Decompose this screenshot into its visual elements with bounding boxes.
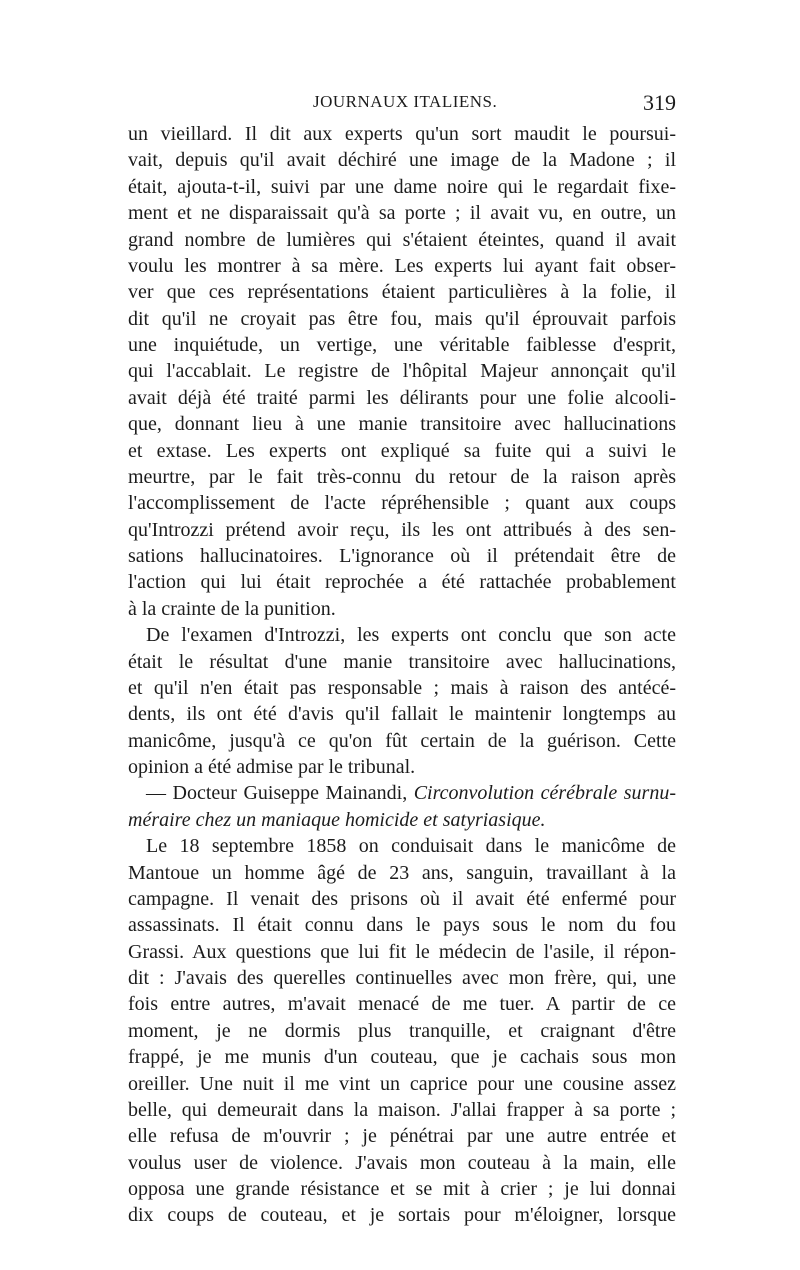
text-line: dents, ils ont été d'avis qu'il fallait le maintenir longtemps au — [128, 703, 676, 726]
text-line: à la crainte de la punition. — [128, 597, 336, 620]
page-number: 319 — [643, 90, 676, 115]
article-heading-line — [128, 780, 676, 806]
text-line: Mantoue un homme âgé de 23 ans, sanguin, travaillant à la — [128, 861, 676, 884]
paragraph-start-line: De l'examen d'Introzzi, les experts ont conclu que son acte — [146, 624, 676, 647]
page-body — [128, 121, 676, 1229]
text-line: avait déjà été traité parmi les délirants pour une folie alcooli- — [128, 386, 676, 409]
article-title: Circonvolution cérébrale surnu- — [413, 782, 676, 805]
text-line: opposa une grande résistance et se mit à crier ; je lui donnai — [128, 1178, 676, 1200]
text-line: opinion a été admise par le tribunal. — [128, 756, 416, 778]
running-header — [128, 92, 676, 118]
article-author: — Docteur Guiseppe Mainandi, — [146, 782, 414, 805]
text-line: une inquiétude, un vertige, une véritable faiblesse d'esprit, — [128, 334, 676, 356]
text-line: était le résultat d'une manie transitoire avec hallucinations, — [128, 650, 676, 673]
text-line: dit : J'avais des querelles continuelles avec mon frère, qui, une — [128, 967, 676, 989]
text-line: voulu les montrer à sa mère. Les experts lui ayant fait obser- — [128, 254, 676, 277]
text-line: que, donnant lieu à une manie transitoire avec hallucinations — [128, 413, 676, 436]
paragraph-start-line: Le 18 septembre 1858 on conduisait dans le manicôme de — [146, 835, 676, 858]
text-line: manicôme, jusqu'à ce qu'on fût certain de la guérison. Cette — [128, 729, 676, 752]
text-line: assassinats. Il était connu dans le pays sous le nom du fou — [128, 914, 676, 937]
text-line: ver que ces représentations étaient particulières à la folie, il — [128, 281, 676, 304]
text-line: oreiller. Une nuit il me vint un caprice pour une cousine assez — [128, 1072, 676, 1095]
text-line: dix coups de couteau, et je sortais pour m'éloigner, lorsque — [128, 1204, 676, 1227]
text-line: et extase. Les experts ont expliqué sa fuite qui a suivi le — [128, 439, 676, 462]
text-line: un vieillard. Il dit aux experts qu'un sort maudit le poursui- — [128, 123, 676, 145]
text-line: vait, depuis qu'il avait déchiré une image de la Madone ; il — [128, 149, 676, 172]
text-line: voulus user de violence. J'avais mon couteau à la main, elle — [128, 1151, 676, 1174]
text-line: sations hallucinatoires. L'ignorance où il prétendait être de — [128, 545, 676, 567]
text-line: fois entre autres, m'avait menacé de me tuer. A partir de ce — [128, 993, 676, 1016]
text-line: belle, qui demeurait dans la maison. J'allai frapper à sa porte ; — [128, 1098, 676, 1121]
text-line: ment et ne disparaissait qu'à sa porte ; il avait vu, en outre, un — [128, 202, 676, 225]
text-line: Grassi. Aux questions que lui fit le médecin de l'asile, il répon- — [128, 940, 676, 963]
text-line: elle refusa de m'ouvrir ; je pénétrai par une autre entrée et — [128, 1125, 676, 1148]
text-line: et qu'il n'en était pas responsable ; mais à raison des antécé- — [128, 676, 676, 699]
text-line: moment, je ne dormis plus tranquille, et craignant d'être — [128, 1019, 676, 1042]
text-line: était, ajouta-t-il, suivi par une dame noire qui le regardait fixe- — [128, 175, 676, 198]
text-line: l'action qui lui était reprochée a été rattachée probablement — [128, 571, 676, 594]
text-line: grand nombre de lumières qui s'étaient éteintes, quand il avait — [128, 228, 676, 251]
text-line: qu'Introzzi prétend avoir reçu, ils les ont attribués à des sen- — [128, 518, 676, 541]
text-line: qui l'accablait. Le registre de l'hôpital Majeur annonçait qu'il — [128, 360, 676, 383]
text-line: frappé, je me munis d'un couteau, que je cachais sous mon — [128, 1046, 676, 1069]
text-line: l'accomplissement de l'acte répréhensible ; quant aux coups — [128, 492, 676, 515]
running-title: JOURNAUX ITALIENS. — [313, 92, 498, 111]
text-line: dit qu'il ne croyait pas être fou, mais qu'il éprouvait parfois — [128, 307, 676, 330]
text-line: meurtre, par le fait très-connu du retour de la raison après — [128, 465, 676, 488]
article-title-continued: méraire chez un maniaque homicide et satyriasique. — [128, 808, 546, 831]
text-line: campagne. Il venait des prisons où il avait été enfermé pour — [128, 887, 676, 910]
